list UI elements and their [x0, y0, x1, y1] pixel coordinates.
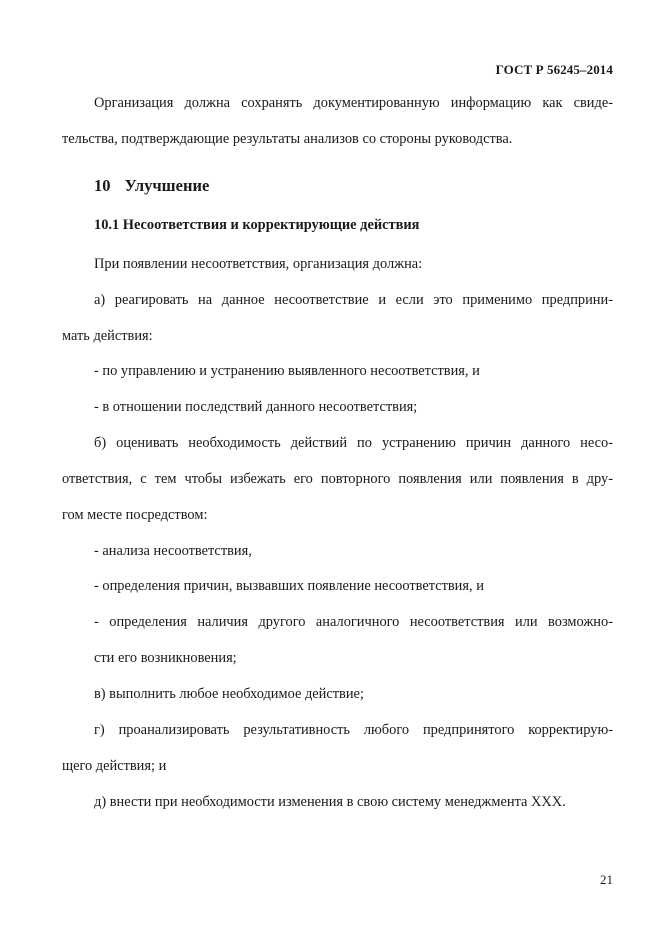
section-number: 10: [94, 176, 111, 195]
list-item-a-cont: мать действия:: [62, 328, 153, 344]
paragraph-line: тельства, подтверждающие результаты анализов со стороны руководства.: [62, 131, 513, 147]
document-header: ГОСТ Р 56245–2014: [495, 62, 613, 77]
paragraph-line: Организация должна сохранять документированную информацию как свиде-: [94, 95, 613, 111]
sub-item: - анализа несоответствия,: [94, 543, 252, 559]
sub-item: - определения причин, вызвавших появление несоответствия, и: [94, 578, 484, 594]
page-number: 21: [600, 872, 613, 887]
list-item-b-cont: ответствия, с тем чтобы избежать его повторного появления или появления в дру-: [62, 471, 613, 487]
sub-item: - определения наличия другого аналогичного несоответствия или возможно-: [94, 614, 613, 630]
sub-item-cont: сти его возникновения;: [94, 650, 237, 666]
list-item-d: д) внести при необходимости изменения в свою систему менеджмента ХХХ.: [94, 794, 566, 810]
section-title: Улучшение: [124, 176, 210, 195]
subsection-heading: 10.1 Несоответствия и корректирующие действия: [94, 217, 420, 233]
list-item-a: а) реагировать на данное несоответствие и если это применимо предприни-: [94, 292, 613, 308]
list-item-g: г) проанализировать результативность любого предпринятого корректирую-: [94, 722, 613, 738]
sub-item: - по управлению и устранению выявленного несоответствия, и: [94, 363, 480, 379]
list-item-b: б) оценивать необходимость действий по устранению причин данного несо-: [94, 435, 613, 451]
section-heading: [94, 176, 209, 196]
paragraph-line: При появлении несоответствия, организация должна:: [94, 256, 423, 272]
list-item-v: в) выполнить любое необходимое действие;: [94, 686, 364, 702]
list-item-g-cont: щего действия; и: [62, 758, 167, 774]
sub-item: - в отношении последствий данного несоответствия;: [94, 399, 418, 415]
list-item-b-cont: гом месте посредством:: [62, 507, 208, 523]
